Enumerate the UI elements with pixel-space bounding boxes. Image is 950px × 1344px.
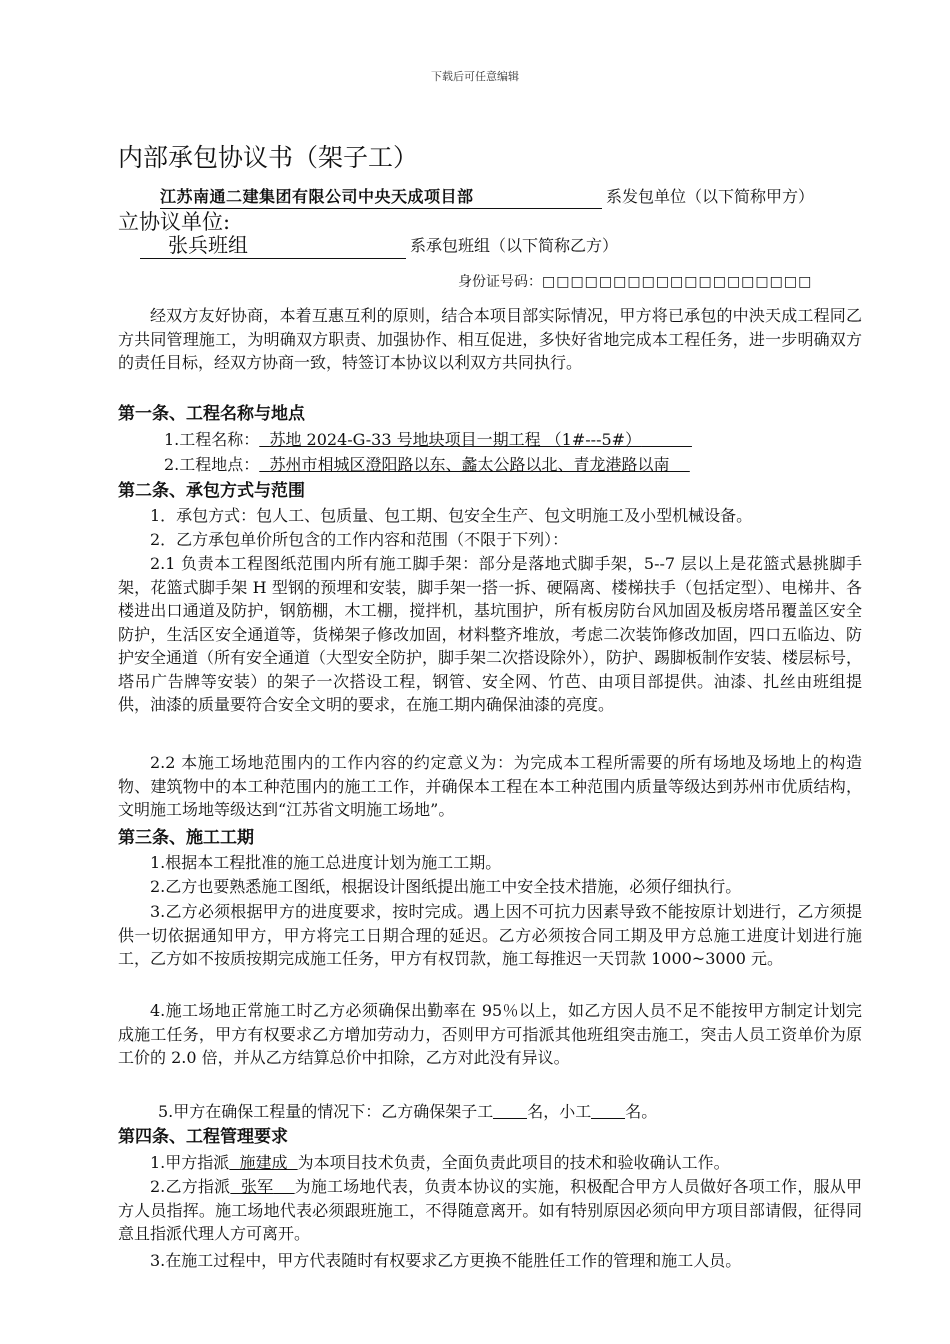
- laborer-count-blank: [591, 1102, 625, 1119]
- article-1-heading: 第一条、工程名称与地点: [118, 404, 305, 424]
- article-2-item-2-2: 2.2 本施工场地范围内的工作内容的约定意义为：为完成本工程所需要的所有场地及场地上的构造物、建筑物中的本工种范围内的施工工作，并确保本工程在本工种范围内质量等级达到苏州市优质结构，文明施工场地等级达到“江苏省文明施工场地”。: [118, 753, 862, 819]
- article-4-item-3: 3.在施工过程中，甲方代表随时有权要求乙方更换不能胜任工作的管理和施工人员。: [150, 1251, 742, 1270]
- project-name-value: 苏地 2024-G-33 号地块项目一期工程 （1#---5#）: [269, 430, 642, 449]
- party-a-suffix: 系发包单位（以下简称甲方）: [606, 187, 815, 206]
- article-3-item-3: 3.乙方必须根据甲方的进度要求，按时完成。遇上因不可抗力因素导致不能按原计划进行，乙方须提供一切依据通知甲方，甲方将完工日期合理的延迟。乙方必须按合同工期及甲方总施工进度计划进行施工，乙方如不按质按期完成施工任务，甲方有权罚款，施工每推迟一天罚款 1000~3000 元。: [118, 902, 862, 968]
- party-label: 立协议单位:: [118, 210, 231, 234]
- id-number-label: 身份证号码：: [458, 274, 542, 290]
- article-2-item-2: 2．乙方承包单价所包含的工作内容和范围（不限于下列）：: [150, 530, 569, 549]
- article-3-heading: 第三条、施工工期: [118, 828, 254, 848]
- article-2-item-2-1: 2.1 负责本工程图纸范围内所有施工脚手架：部分是落地式脚手架，5--7 层以上是花篮式悬挑脚手架，花篮式脚手架 H 型钢的预埋和安装，脚手架一搭一拆、硬隔离、楼梯扶手（包括定型）、电梯井、各楼进出口通道及防护，钢筋棚，木工棚，搅拌机，基坑围护，所有板房防台风加固及板房塔吊覆盖区安全防护，生活区安全通道等，货梯架子修改加固，材料整齐堆放，考虑二次装饰修改加固，四口五临边、防护安全通道（所有安全通道（大型安全防护，脚手架二次搭设除外），防护、踢脚板制作安装、楼层标号，塔吊广告牌等安装）的架子一次搭设工程，钢管、安全网、竹芭、由项目部提供。油漆、扎丝由班组提供，油漆的质量要符合安全文明的要求，在施工期内确保油漆的亮度。: [118, 554, 863, 714]
- header-note: 下载后可任意编辑: [431, 70, 519, 83]
- party-b-suffix: 系承包班组（以下简称乙方）: [410, 236, 619, 255]
- project-site-line: [118, 453, 862, 477]
- party-a-name: 江苏南通二建集团有限公司中央天成项目部: [160, 186, 602, 209]
- article-3-item-1: 1.根据本工程批准的施工总进度计划为施工工期。: [150, 853, 502, 872]
- technical-lead-name: 施建成: [239, 1153, 288, 1172]
- article-2-item-1: 1．承包方式：包人工、包质量、包工期、包安全生产、包文明施工及小型机械设备。: [150, 506, 753, 525]
- article-2-heading: 第二条、承包方式与范围: [118, 481, 305, 501]
- intro-paragraph: 经双方友好协商，本着互惠互利的原则，结合本项目部实际情况，甲方将已承包的中泱天成工程同乙方共同管理施工，为明确双方职责、加强协作、相互促进，多快好省地完成本工程任务，进一步明确双方的责任目标，经双方协商一致，特签订本协议以利双方共同执行。: [118, 306, 862, 372]
- id-number-boxes: □□□□□□□□□□□□□□□□□□□: [542, 274, 813, 290]
- project-site-value: 苏州市相城区澄阳路以东、蠡太公路以北、青龙港路以南: [269, 455, 670, 474]
- project-site-label: 2.工程地点：: [164, 455, 260, 474]
- site-representative-name: 张军: [240, 1177, 274, 1196]
- article-4-heading: 第四条、工程管理要求: [118, 1127, 288, 1147]
- article-3-item-2: 2.乙方也要熟悉施工图纸，根据设计图纸提出施工中安全技术措施，必须仔细执行。: [150, 877, 742, 896]
- project-name-line: [118, 428, 862, 452]
- article-3-item-4: 4.施工场地正常施工时乙方必须确保出勤率在 95％以上，如乙方因人员不足不能按甲方制定计划完成施工任务，甲方有权要求乙方增加劳动力，否则甲方可指派其他班组突击施工，突击人员工资单价为原工价的 2.0 倍，并从乙方结算总价中扣除，乙方对此没有异议。: [118, 1001, 862, 1067]
- id-number-line: [458, 272, 812, 292]
- article-3-item-5: 5.甲方在确保工程量的情况下：乙方确保架子工 名，小工 名。: [158, 1102, 658, 1121]
- party-b-name: 张兵班组: [140, 232, 406, 259]
- article-4-item-1: 1.甲方指派 施建成 为本项目技术负责，全面负责此项目的技术和验收确认工作。: [150, 1153, 730, 1172]
- article-4-item-2: 2.乙方指派 张军 为施工场地代表，负责本协议的实施，积极配合甲方人员做好各项工作，服从甲方人员指挥。施工场地代表必须跟班施工，不得随意离开。如有特别原因必须向甲方项目部请假，征得同意且指派代理人方可离开。: [118, 1177, 862, 1243]
- scaffolder-count-blank: [493, 1102, 527, 1119]
- page-title: 内部承包协议书（架子工）: [118, 143, 419, 172]
- project-name-label: 1.工程名称：: [164, 430, 260, 449]
